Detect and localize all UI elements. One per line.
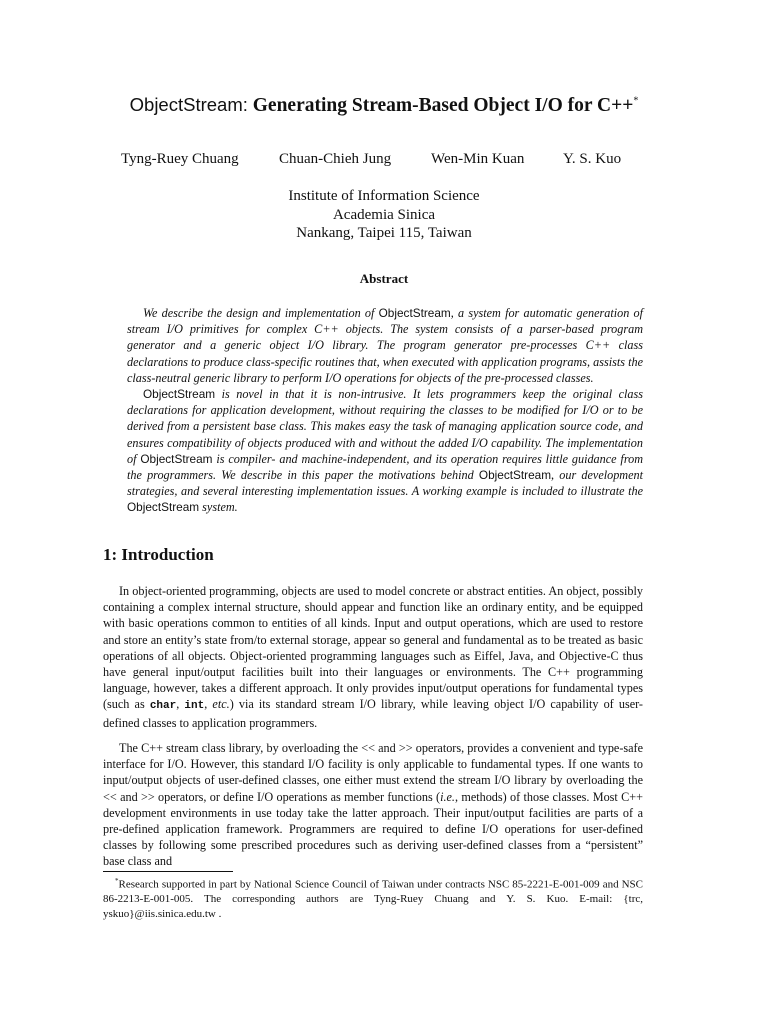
intro-paragraph-1: In object-oriented programming, objects are used to model concrete or abstract entities. An object, possibly containing a complex internal structure, should appear and function like an ordinary entity, and be equipped with basic operations common to entities of all kinds. Input and output operations, which are used to restore and store an entity’s state from/to external storage, appear so general and fundamental as to be treated as basic operations of all objects. Object-oriented programming languages such as Eiffel, Java, and Objective-C thus have general input/output facilities built into their languages or environments. The C++ programming language, however, takes a different approach. It only provides input/output operations for fundamental types (such as char, int, etc.) via its standard stream I/O library, while leaving object I/O capability of user-defined classes to application programmers.	[103, 584, 643, 730]
system-name: ObjectStream	[127, 500, 200, 515]
paper-title	[0, 94, 768, 117]
footnote	[103, 874, 643, 921]
author-1: Tyng-Ruey Chuang	[121, 151, 239, 167]
affiliation-line-2: Academia Sinica	[332, 206, 436, 223]
footnote-mark: *	[115, 877, 119, 885]
title-main: Generating Stream-Based Object I/O for C++	[252, 95, 634, 116]
author-4: Y. S. Kuo	[563, 151, 622, 167]
affiliation	[0, 187, 768, 243]
footnote-rule	[103, 871, 233, 872]
abstract-paragraph-1: We describe the design and implementation of ObjectStream, a system for automatic generation of stream I/O primitives for complex C++ objects. The system consists of a parser-based program generator and a generic object I/O library. The program generator pre-processes C++ class declarations to produce class-specific routines that, when executed with application programs, assists the class-neutral generic library to perform I/O operations for objects of the pre-processed classes.	[127, 306, 643, 385]
affiliation-line-1: Institute of Information Science	[288, 188, 480, 204]
author-2: Chuan-Chieh Jung	[279, 151, 392, 167]
system-name: ObjectStream	[478, 468, 552, 483]
affiliation-line-3: Nankang, Taipei 115, Taiwan	[296, 225, 472, 241]
code-keyword: int	[184, 700, 205, 713]
abstract-paragraph-2: ObjectStream is novel in that it is non-intrusive. It lets programmers keep the original class declarations for application development, without requiring the classes to be modified for I/O or to be derived from a persistent base class. This makes easy the task of managing application source code, and ensures compatibility of objects produced with and without the added I/O capability. The implementation of ObjectStream is compiler- and machine-independent, and its operation requires little guidance from the programmers. We describe in this paper the motivations behind ObjectStream, our development strategies, and several interesting implementation issues. A working example is included to illustrate the ObjectStream system.	[127, 387, 644, 515]
system-name: ObjectStream	[140, 451, 213, 466]
footnote-text: Research supported in part by National Science Council of Taiwan under contracts NSC 85-2221-E-001-009 and NSC 86-2213-E-001-005. The corresponding authors are Tyng-Ruey Chuang and Y. S. Kuo. E-mail: {trc, yskuo}@iis.sinica.edu.tw .	[103, 878, 643, 920]
system-name: ObjectStream	[143, 387, 216, 401]
system-name: ObjectStream	[378, 306, 451, 320]
abstract-heading: Abstract	[359, 271, 409, 286]
author-3: Wen-Min Kuan	[431, 151, 525, 167]
code-keyword: char	[149, 700, 177, 713]
author-list	[0, 151, 768, 171]
title-footnote-mark: *	[633, 95, 639, 107]
title-system-name: ObjectStream:	[129, 94, 248, 115]
section-heading: 1: Introduction	[103, 545, 214, 564]
intro-paragraph-2: The C++ stream class library, by overloading the << and >> operators, provides a convenient and type-safe interface for I/O. However, this standard I/O facility is only applicable to fundamental types. If one wants to input/output objects of user-defined classes, one either must extend the stream I/O library by overloading the << and >> operators, or define I/O operations as member functions (i.e., methods) of those classes. Most C++ development environments in use today take the latter approach. Their input/output facilities are parts of a pre-defined application framework. Programmers are required to define I/O operations for user-defined classes by following some prescribed procedures such as deriving user-defined classes from a “persistent” base class and	[103, 741, 643, 869]
